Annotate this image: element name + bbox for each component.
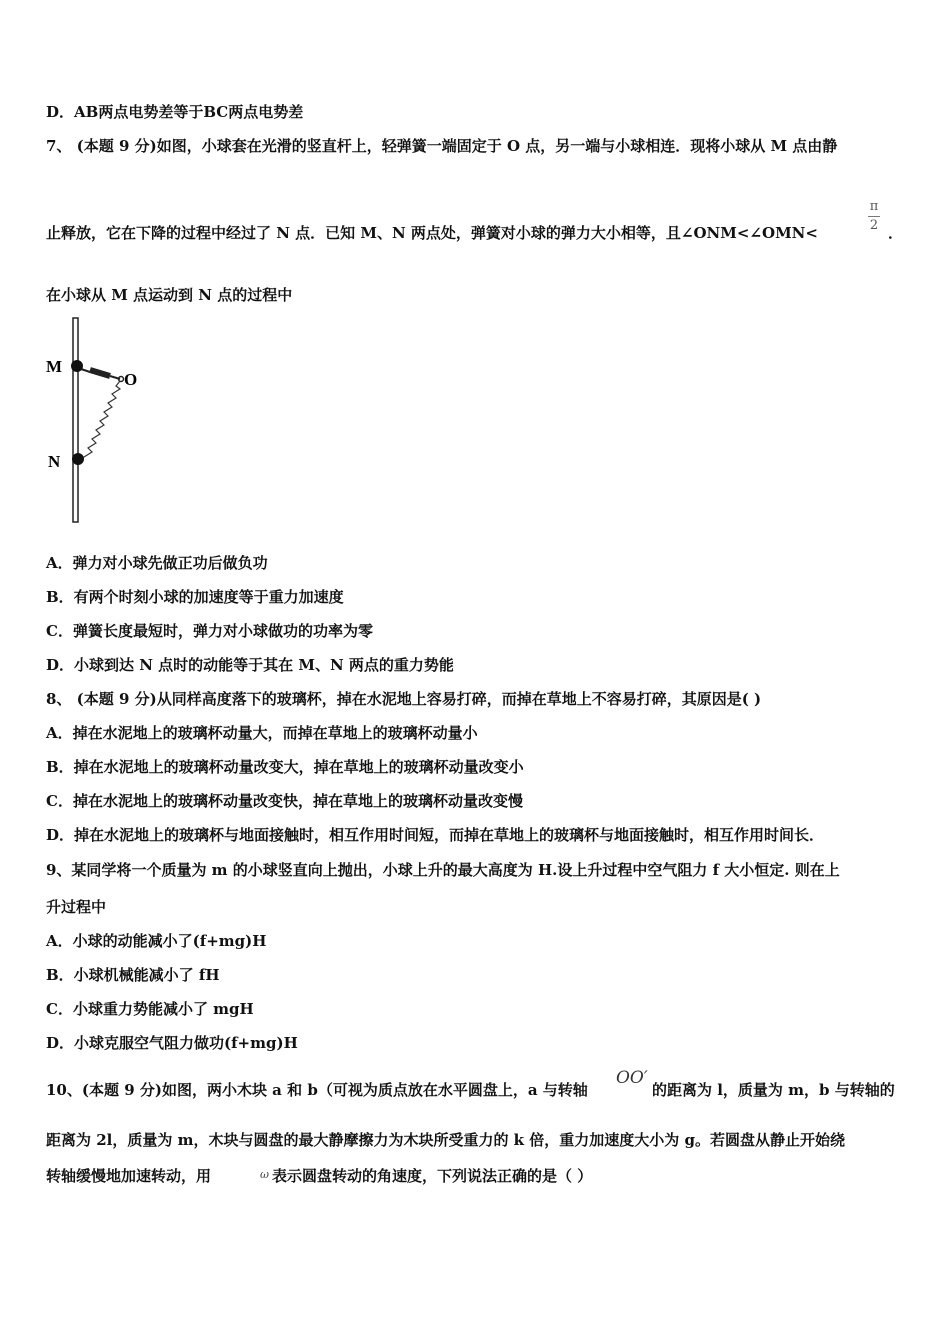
q10-line1b: 的距离为 l，质量为 m，b 与转轴的 bbox=[652, 1081, 895, 1099]
q7-option-a: A．弹力对小球先做正功后做负功 bbox=[46, 554, 268, 572]
q9-stem-line2: 升过程中 bbox=[46, 898, 107, 916]
q7-option-b: B．有两个时刻小球的加速度等于重力加速度 bbox=[46, 588, 344, 606]
q9-option-a: A．小球的动能减小了(f+mg)H bbox=[46, 932, 267, 950]
q7-stem-line3: 在小球从 M 点运动到 N 点的过程中 bbox=[46, 286, 293, 304]
label-o: O bbox=[124, 370, 138, 389]
q8-option-b: B．掉在水泥地上的玻璃杯动量改变大，掉在草地上的玻璃杯动量改变小 bbox=[46, 758, 524, 776]
q7-option-c: C．弹簧长度最短时，弹力对小球做功的功率为零 bbox=[46, 622, 373, 640]
q7-stem-line1: 7、 (本题 9 分)如图，小球套在光滑的竖直杆上，轻弹簧一端固定于 O 点，另一端与小球相连．现将小球从 M 点由静 bbox=[46, 137, 838, 155]
q7-line2-text: 止释放，它在下降的过程中经过了 N 点．已知 M、N 两点处，弹簧对小球的弹力大小相等，且∠ONM<∠OMN< bbox=[46, 224, 818, 242]
q9-option-b: B．小球机械能减小了 fH bbox=[46, 966, 220, 984]
label-n: N bbox=[48, 452, 61, 471]
ball-m bbox=[71, 360, 83, 372]
ball-n bbox=[72, 453, 84, 465]
q8-option-d: D．掉在水泥地上的玻璃杯与地面接触时，相互作用时间短，而掉在草地上的玻璃杯与地面接触时，相互作用时间长． bbox=[46, 826, 825, 844]
q7-option-d: D．小球到达 N 点时的动能等于其在 M、N 两点的重力势能 bbox=[46, 656, 454, 674]
omega-symbol: ω bbox=[260, 1168, 269, 1181]
q10-line2: 距离为 2l，质量为 m，木块与圆盘的最大静摩擦力为木块所受重力的 k 倍，重力加速度大小为 g。若圆盘从静止开始绕 bbox=[46, 1131, 846, 1149]
q9-option-d: D．小球克服空气阻力做功(f+mg)H bbox=[46, 1034, 298, 1052]
q10-line3b: 表示圆盘转动的角速度，下列说法正确的是（ ） bbox=[272, 1167, 593, 1185]
q9-option-c: C．小球重力势能减小了 mgH bbox=[46, 1000, 254, 1018]
q8-option-c: C．掉在水泥地上的玻璃杯动量改变快，掉在草地上的玻璃杯动量改变慢 bbox=[46, 792, 523, 810]
q7-line2-end: ． bbox=[888, 224, 904, 242]
q10-line3a: 转轴缓慢地加速转动，用 bbox=[46, 1167, 212, 1185]
frac-num: π bbox=[869, 199, 879, 214]
axis-oo-prime: OO′ bbox=[616, 1068, 648, 1088]
q8-stem: 8、 (本题 9 分)从同样高度落下的玻璃杯，掉在水泥地上容易打碎，而掉在草地上不容易打碎，其原因是( ) bbox=[46, 690, 762, 708]
spring-rod-figure bbox=[40, 312, 150, 527]
frac-den: 2 bbox=[869, 218, 879, 233]
q8-option-a: A．掉在水泥地上的玻璃杯动量大，而掉在草地上的玻璃杯动量小 bbox=[46, 724, 478, 742]
q9-stem-line1: 9、某同学将一个质量为 m 的小球竖直向上抛出，小球上升的最大高度为 H.设上升过程中空气阻力 f 大小恒定. 则在上 bbox=[46, 861, 840, 879]
q6-option-d: D．AB两点电势差等于BC两点电势差 bbox=[46, 103, 304, 121]
pi-over-2-fraction bbox=[868, 200, 880, 233]
label-m: M bbox=[46, 357, 63, 376]
q7-stem-line2 bbox=[46, 223, 818, 243]
q10-line1a: 10、(本题 9 分)如图，两小木块 a 和 b（可视为质点放在水平圆盘上，a 与转轴 bbox=[46, 1081, 588, 1099]
